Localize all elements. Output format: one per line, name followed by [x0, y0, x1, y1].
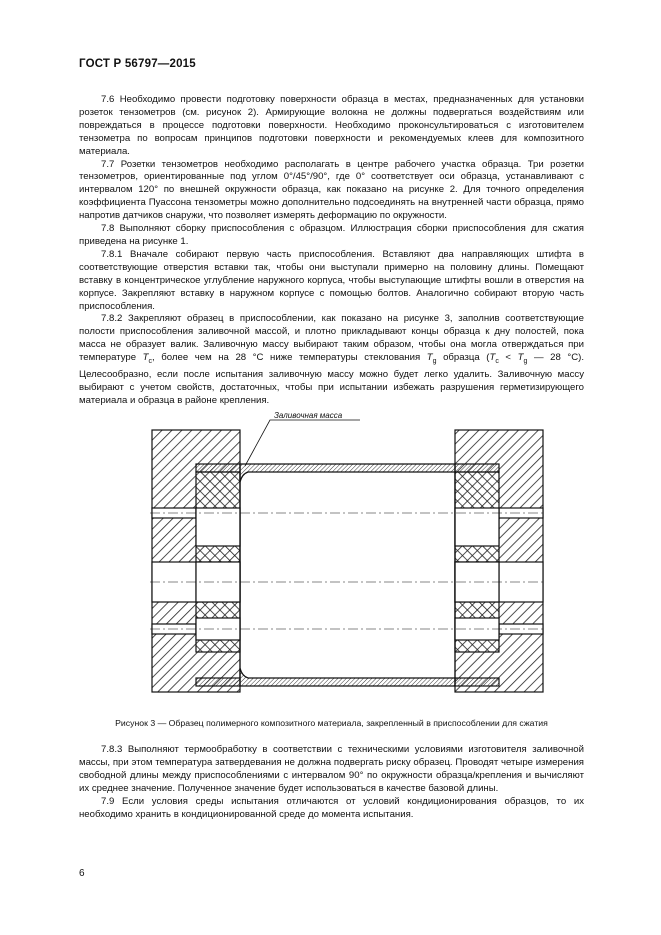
paragraph-7-7: 7.7 Розетки тензометров необходимо располагать в центре рабочего участка образца. Три розетки тензометров, ориентированные под углом 0°/45°/90°, где 0° соответствует оси образца, устанавливают с интервалом 120° по внешней окружности образца, как показано на рисунке 2. Для точного определения коэффициента Пуассона тензометры можно дополнительно подсоединять на внутренней части образца, прямо напротив датчиков снаружи, что позволяет измерять деформацию по окружности.: [79, 158, 584, 222]
left-fixture: [152, 430, 240, 692]
body-text-bottom: [79, 744, 584, 821]
specimen-tube: [240, 464, 455, 686]
paragraph-7-6: 7.6 Необходимо провести подготовку поверхности образца в местах, предназначенных для установки розеток тензометров (см. рисунок 2). Армирующие волокна не должны подвергаться воздействиям или повреждаться в процессе подготовки поверхности. Необходимо проконсультироваться с изготовителем тензометра по вопросам принципов подготовки поверхности и рекомендуемых клеев для композитного материала.: [79, 94, 584, 157]
paragraph-7-9: 7.9 Если условия среды испытания отличаются от условий кондиционирования образцов, то их необходимо хранить в кондиционированной среде до момента испытания.: [79, 795, 584, 820]
paragraph-7-8: 7.8 Выполняют сборку приспособления с образцом. Иллюстрация сборки приспособления для сжатия приведена на рисунке 1.: [79, 223, 584, 247]
paragraph-7-8-1: 7.8.1 Вначале собирают первую часть приспособления. Вставляют два направляющих штифта в соответствующие отверстия вставки так, чтобы они выступали примерно на половину длины. Помещают вставку в концентрическое углубление наружного корпуса, чтобы выступающие штифты вошли в отверстия на корпусе. Закрепляют вставку в наружном корпусе с помощью болтов. Аналогично собирают вторую часть приспособления.: [79, 248, 584, 312]
body-text-top: [79, 94, 584, 408]
page-number: 6: [79, 868, 85, 879]
leader-line: [245, 420, 360, 466]
paragraph-7-8-3: 7.8.3 Выполняют термообработку в соответствии с техническими условиями изготовителя заливочной массы, при этом температура затвердевания не должна подвергать риску образец. Проводят четыре измерения свободной длины между приспособлениями с интервалом 90° по окружности образца/крепления и вычисляют их среднее значение. Полученное значение будет использоваться в качестве базовой длины.: [79, 744, 584, 794]
figure-3-fixture-drawing: [150, 412, 545, 702]
document-header: ГОСТ Р 56797—2015: [79, 58, 196, 70]
right-fixture: [455, 430, 543, 692]
figure-caption: Рисунок 3 — Образец полимерного композитного материала, закрепленный в приспособлении для сжатия: [115, 718, 548, 728]
paragraph-7-8-2: 7.8.2 Закрепляют образец в приспособлении, как показано на рисунке 3, заполнив соответствующие полости приспособления заливочной массой, и плотно прикладывают концы образца к дну полостей, пока масса не образует валик. Заливочную массу выбирают таким образом, чтобы она могла отверждаться при температуре $T_c$, более чем на 28 °C ниже температуры стеклования $T_g$ образца ($T_c < T_g$ — 28 °C). Целесообразно, если после испытания заливочную массу можно будет легко удалить. Заливочную массу выбирают с учетом свойств, достаточных, чтобы при испытании избежать разрушения герметизирующего материала и образца в районе крепления.: [79, 313, 584, 406]
figure-label: Заливочная масса: [274, 412, 343, 420]
